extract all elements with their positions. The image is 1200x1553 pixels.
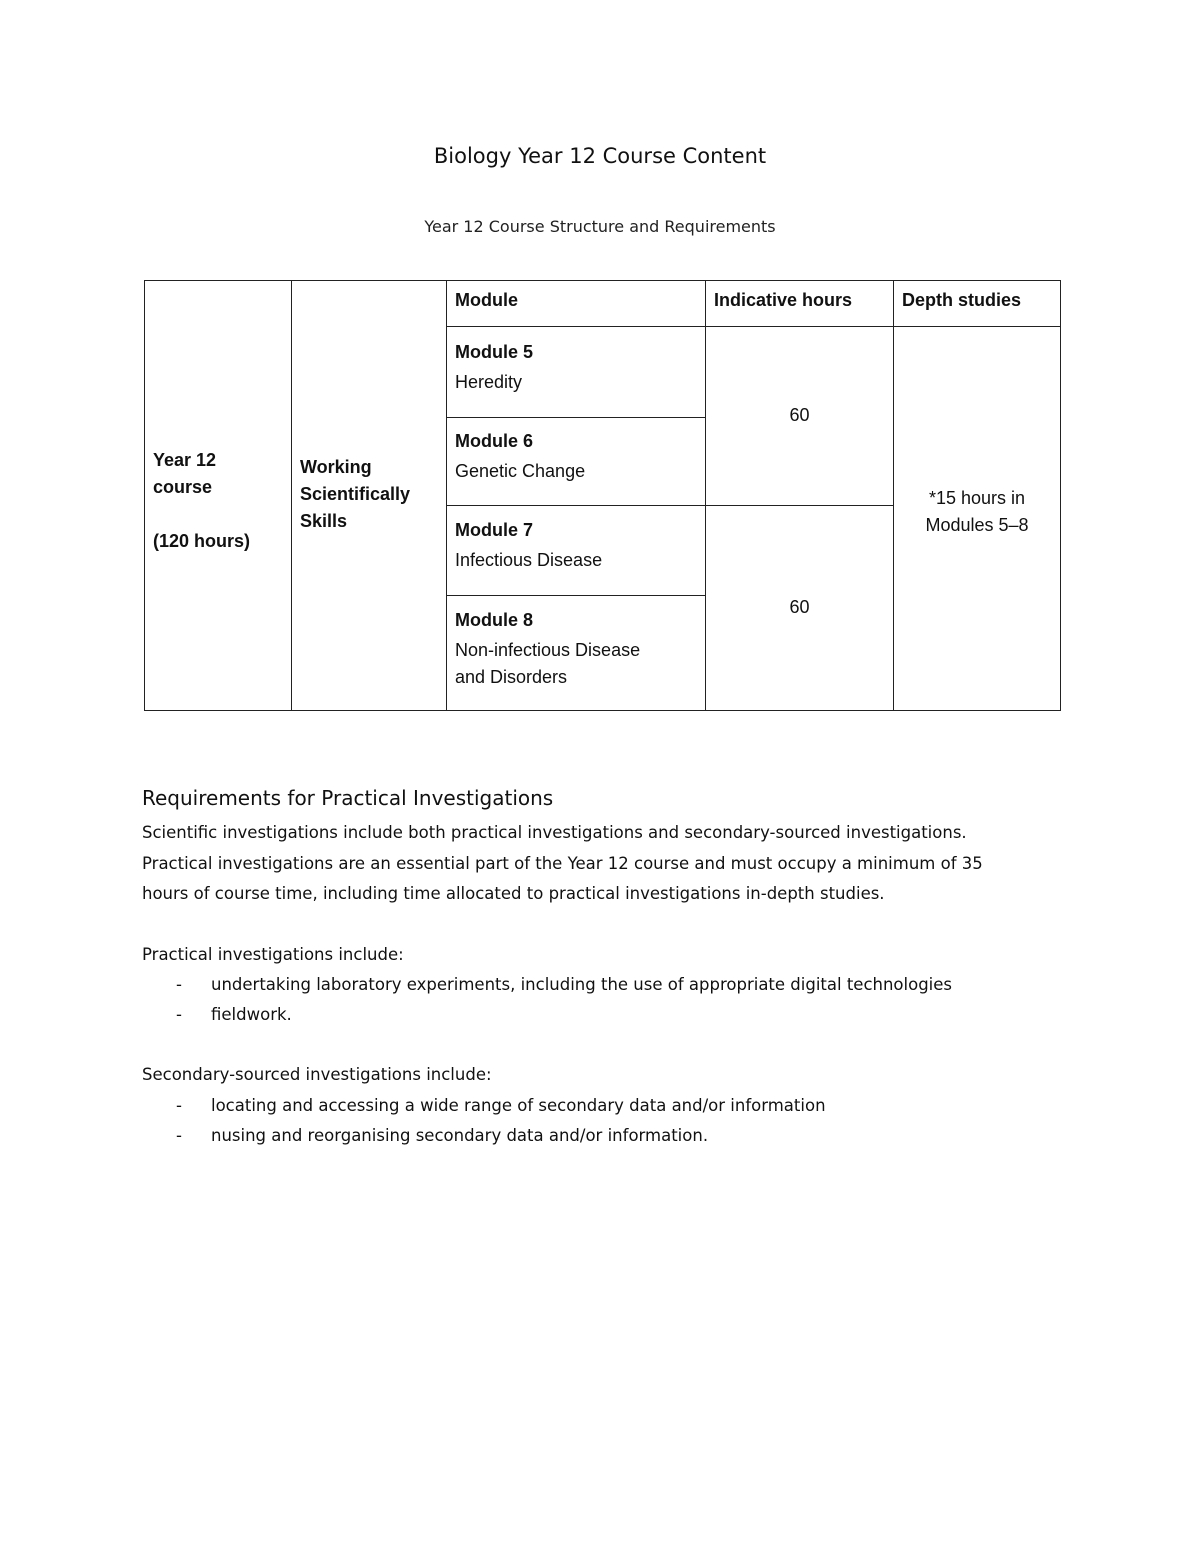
skills-label-line2: Scientifically <box>300 484 411 504</box>
depth-studies-cell <box>893 326 1061 711</box>
secondary-label: Secondary-sourced investigations include: <box>142 1065 492 1084</box>
module-6-description: Genetic Change <box>455 461 586 481</box>
practical-item-1: undertaking laboratory experiments, including the use of appropriate digital technologies <box>211 975 953 994</box>
course-cell <box>144 280 292 711</box>
module-8-description: Non-infectious Disease and Disorders <box>455 640 641 687</box>
bullet-dash: - <box>176 1005 182 1024</box>
skills-label-line1: Working <box>300 457 372 477</box>
list-item <box>142 970 1062 1000</box>
course-label-line1: Year 12 <box>153 449 217 470</box>
intro-line-2: Practical investigations are an essential part of the Year 12 course and must occupy a minimum of 35 <box>142 853 983 873</box>
course-label-line2: course <box>153 476 213 497</box>
secondary-item-1: locating and accessing a wide range of secondary data and/or information <box>211 1096 826 1115</box>
header-indicative-hours: Indicative hours <box>705 280 894 327</box>
list-item <box>142 1091 1062 1121</box>
bullet-dash: - <box>176 1126 182 1145</box>
module-6-cell <box>446 417 706 506</box>
practical-label: Practical investigations include: <box>142 945 404 964</box>
bullet-dash: - <box>176 975 182 994</box>
document-title: Biology Year 12 Course Content <box>433 144 767 168</box>
hours-value-2: 60 <box>789 596 810 617</box>
practical-heading: Requirements for Practical Investigations <box>142 786 554 810</box>
list-item <box>142 1000 1062 1030</box>
practical-item-2: fieldwork. <box>211 1005 292 1024</box>
hours-value-1: 60 <box>789 405 810 425</box>
course-hours: (120 hours) <box>153 530 251 551</box>
intro-line-1: Scientific investigations include both practical investigations and secondary-sourced investigations. <box>142 823 967 842</box>
module-8-name: Module 8 <box>455 610 534 630</box>
course-structure-table <box>144 280 1061 711</box>
practical-intro <box>142 818 1062 910</box>
module-5-name: Module 5 <box>455 342 534 362</box>
module-7-cell <box>446 505 706 596</box>
module-5-description: Heredity <box>455 372 523 392</box>
depth-line2: Modules 5–8 <box>925 514 1029 535</box>
hours-group-1 <box>705 326 894 506</box>
module-5-cell <box>446 326 706 418</box>
secondary-list <box>142 1091 1062 1151</box>
document-subtitle: Year 12 Course Structure and Requirements <box>424 217 776 236</box>
skills-cell <box>291 280 447 711</box>
header-module: Module <box>446 280 706 327</box>
secondary-item-2: nusing and reorganising secondary data and/or information. <box>211 1126 709 1145</box>
hours-group-2 <box>705 505 894 711</box>
bullet-dash: - <box>176 1096 182 1115</box>
module-7-description: Infectious Disease <box>455 550 603 570</box>
intro-line-3: hours of course time, including time allocated to practical investigations in-depth studies. <box>142 884 885 903</box>
list-item <box>142 1121 1062 1151</box>
module-8-cell <box>446 595 706 711</box>
header-depth-studies: Depth studies <box>893 280 1061 327</box>
practical-list <box>142 970 1062 1030</box>
module-6-name: Module 6 <box>455 431 534 451</box>
skills-label-line3: Skills <box>300 511 348 531</box>
module-7-name: Module 7 <box>455 520 534 540</box>
depth-line1: *15 hours in <box>928 487 1026 508</box>
